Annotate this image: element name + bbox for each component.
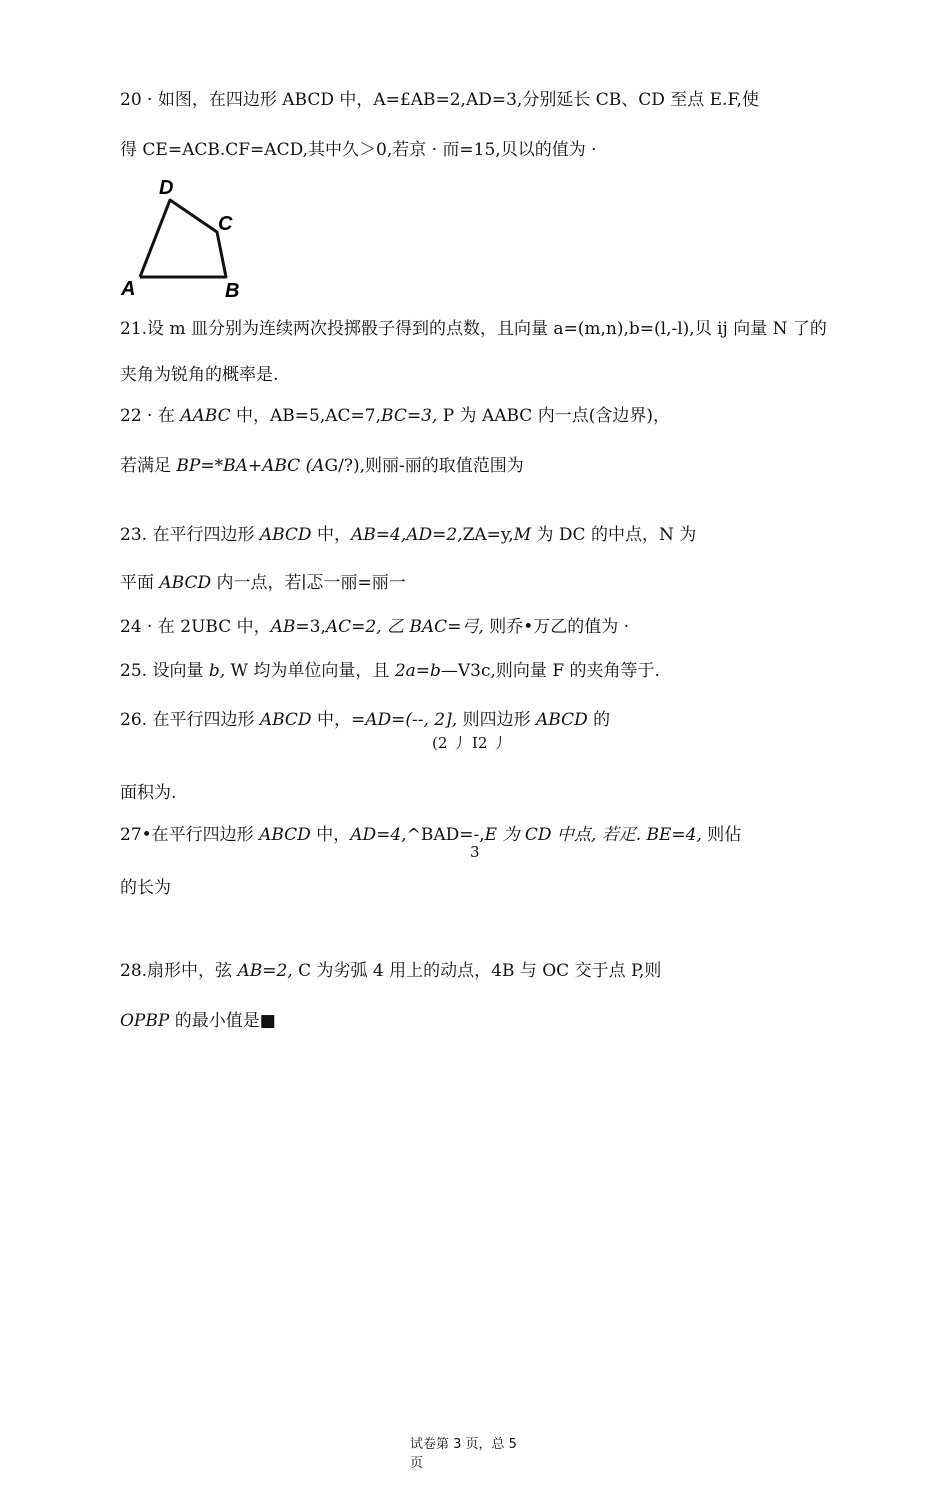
q21-line2: 夹角为锐角的概率是.: [120, 365, 279, 385]
q23-sides: AB=4,AD=2,: [350, 525, 463, 545]
q28-prefix: 28.扇形中，弦: [120, 961, 238, 981]
q23-prefix: 23. 在平行四边形: [120, 525, 260, 545]
q28-opbp: OPBP: [120, 1011, 170, 1031]
vertex-label-d: D: [159, 177, 174, 199]
q23-angle: ZA=y,: [462, 525, 514, 545]
q27-ad: AD=4,: [350, 825, 407, 845]
q28-arc: C 为劣弧 4 用上的动点，4B 与 OC 交于点 P,则: [292, 961, 662, 981]
q23-abcd: ABCD: [259, 525, 312, 545]
q27-zhong: 中，: [310, 825, 351, 845]
q22-cond: 若满足: [120, 456, 177, 476]
q25-eq: 2a=b: [394, 661, 441, 681]
q28-line2: [120, 1010, 276, 1032]
q26-then: 则四边形: [457, 710, 536, 730]
q26-line1: [120, 709, 610, 731]
q28-line1: [120, 960, 661, 982]
q26-ad: =AD=(--, 2],: [350, 710, 458, 730]
q26-zhong: 中，: [311, 710, 351, 730]
q26-abcd2: ABCD: [535, 710, 588, 730]
q24-ask: 则乔•万乙的值为 ·: [483, 617, 630, 637]
q25-unit: W 均为单位向量，且: [225, 661, 395, 681]
q20-line1: 20 · 如图，在四边形 ABCD 中，A=£AB=2,AD=3,分别延长 CB、CD 至点 E.F,使: [120, 90, 760, 110]
q20-line2: 得 CE=ACB.CF=ACD,其中久＞0,若京 · 而=15,贝以的值为 ·: [120, 140, 597, 160]
q27-ask: 则佔: [701, 825, 742, 845]
q23-plane: 平面: [120, 573, 160, 593]
page-footer-line1: 试卷第 3 页，总 5: [410, 1437, 517, 1452]
q27-fraction-denominator: 3: [470, 843, 480, 861]
q23-line1: [120, 524, 696, 546]
q26-abcd: ABCD: [259, 710, 312, 730]
q23-line2: [120, 572, 406, 594]
q24-line: [120, 616, 629, 638]
q22-bc: BC=3,: [381, 406, 438, 426]
q26-line3: 面积为.: [120, 783, 177, 803]
q26-prefix: 26. 在平行四边形: [120, 710, 260, 730]
q21-line1: 21.设 m 皿分别为连续两次投掷骰子得到的点数，且向量 a=(m,n),b=(l,-l),贝 ij 向量 N 了的: [120, 319, 827, 339]
quadrilateral-outline: [140, 200, 226, 277]
q24-ab: AB=: [270, 617, 310, 637]
vertex-label-c: C: [218, 213, 233, 235]
q28-ask: 的最小值是■: [169, 1011, 276, 1031]
q22-vector-eq: BP=*BA+ABC (A: [176, 456, 325, 476]
q24-ac-angle: AC=2, 乙 BAC=弓,: [325, 617, 484, 637]
q23-m: M: [513, 525, 532, 545]
q22-point: P 为 AABC 内一点(含边界)，: [437, 406, 670, 426]
q22-sides: 中，AB=5,AC=7,: [230, 406, 382, 426]
q27-cond: E 为 CD 中点, 若疋. BE=4,: [484, 825, 702, 845]
q24-ab-val: 3,: [309, 617, 326, 637]
q25-line: [120, 660, 660, 682]
q22-prefix: 22 · 在: [120, 406, 181, 426]
q23-cond: 内一点，若∣忑一丽=丽一: [211, 573, 406, 593]
q26-fraction-denominators: (2 丿 I2 丿: [432, 734, 508, 752]
quadrilateral-figure: [115, 175, 255, 305]
vertex-label-b: B: [225, 280, 240, 302]
q28-ab: AB=2,: [237, 961, 293, 981]
q22-line2: [120, 455, 524, 477]
q27-abcd: ABCD: [259, 825, 311, 845]
vertex-label-a: A: [121, 278, 136, 300]
page-footer-line2: 页: [410, 1456, 424, 1471]
q27-angle: ^BAD=-,: [406, 825, 485, 845]
q27-line2: 的长为: [120, 878, 171, 898]
q23-abcd2: ABCD: [159, 573, 212, 593]
q24-prefix: 24 · 在 2UBC 中，: [120, 617, 271, 637]
q23-mid: 为 DC 的中点，N 为: [531, 525, 697, 545]
q27-line1: [120, 824, 741, 846]
q26-de: 的: [587, 710, 611, 730]
q25-prefix: 25. 设向量: [120, 661, 209, 681]
q25-b: b,: [208, 661, 226, 681]
q25-ask: —V3c,则向量 F 的夹角等于.: [440, 661, 660, 681]
q23-zhong: 中，: [311, 525, 351, 545]
q22-triangle: AABC: [180, 406, 231, 426]
q22-line1: [120, 405, 670, 427]
q27-prefix: 27•在平行四边形: [120, 825, 260, 845]
q22-range: G/?),则丽-丽的取值范围为: [324, 456, 524, 476]
